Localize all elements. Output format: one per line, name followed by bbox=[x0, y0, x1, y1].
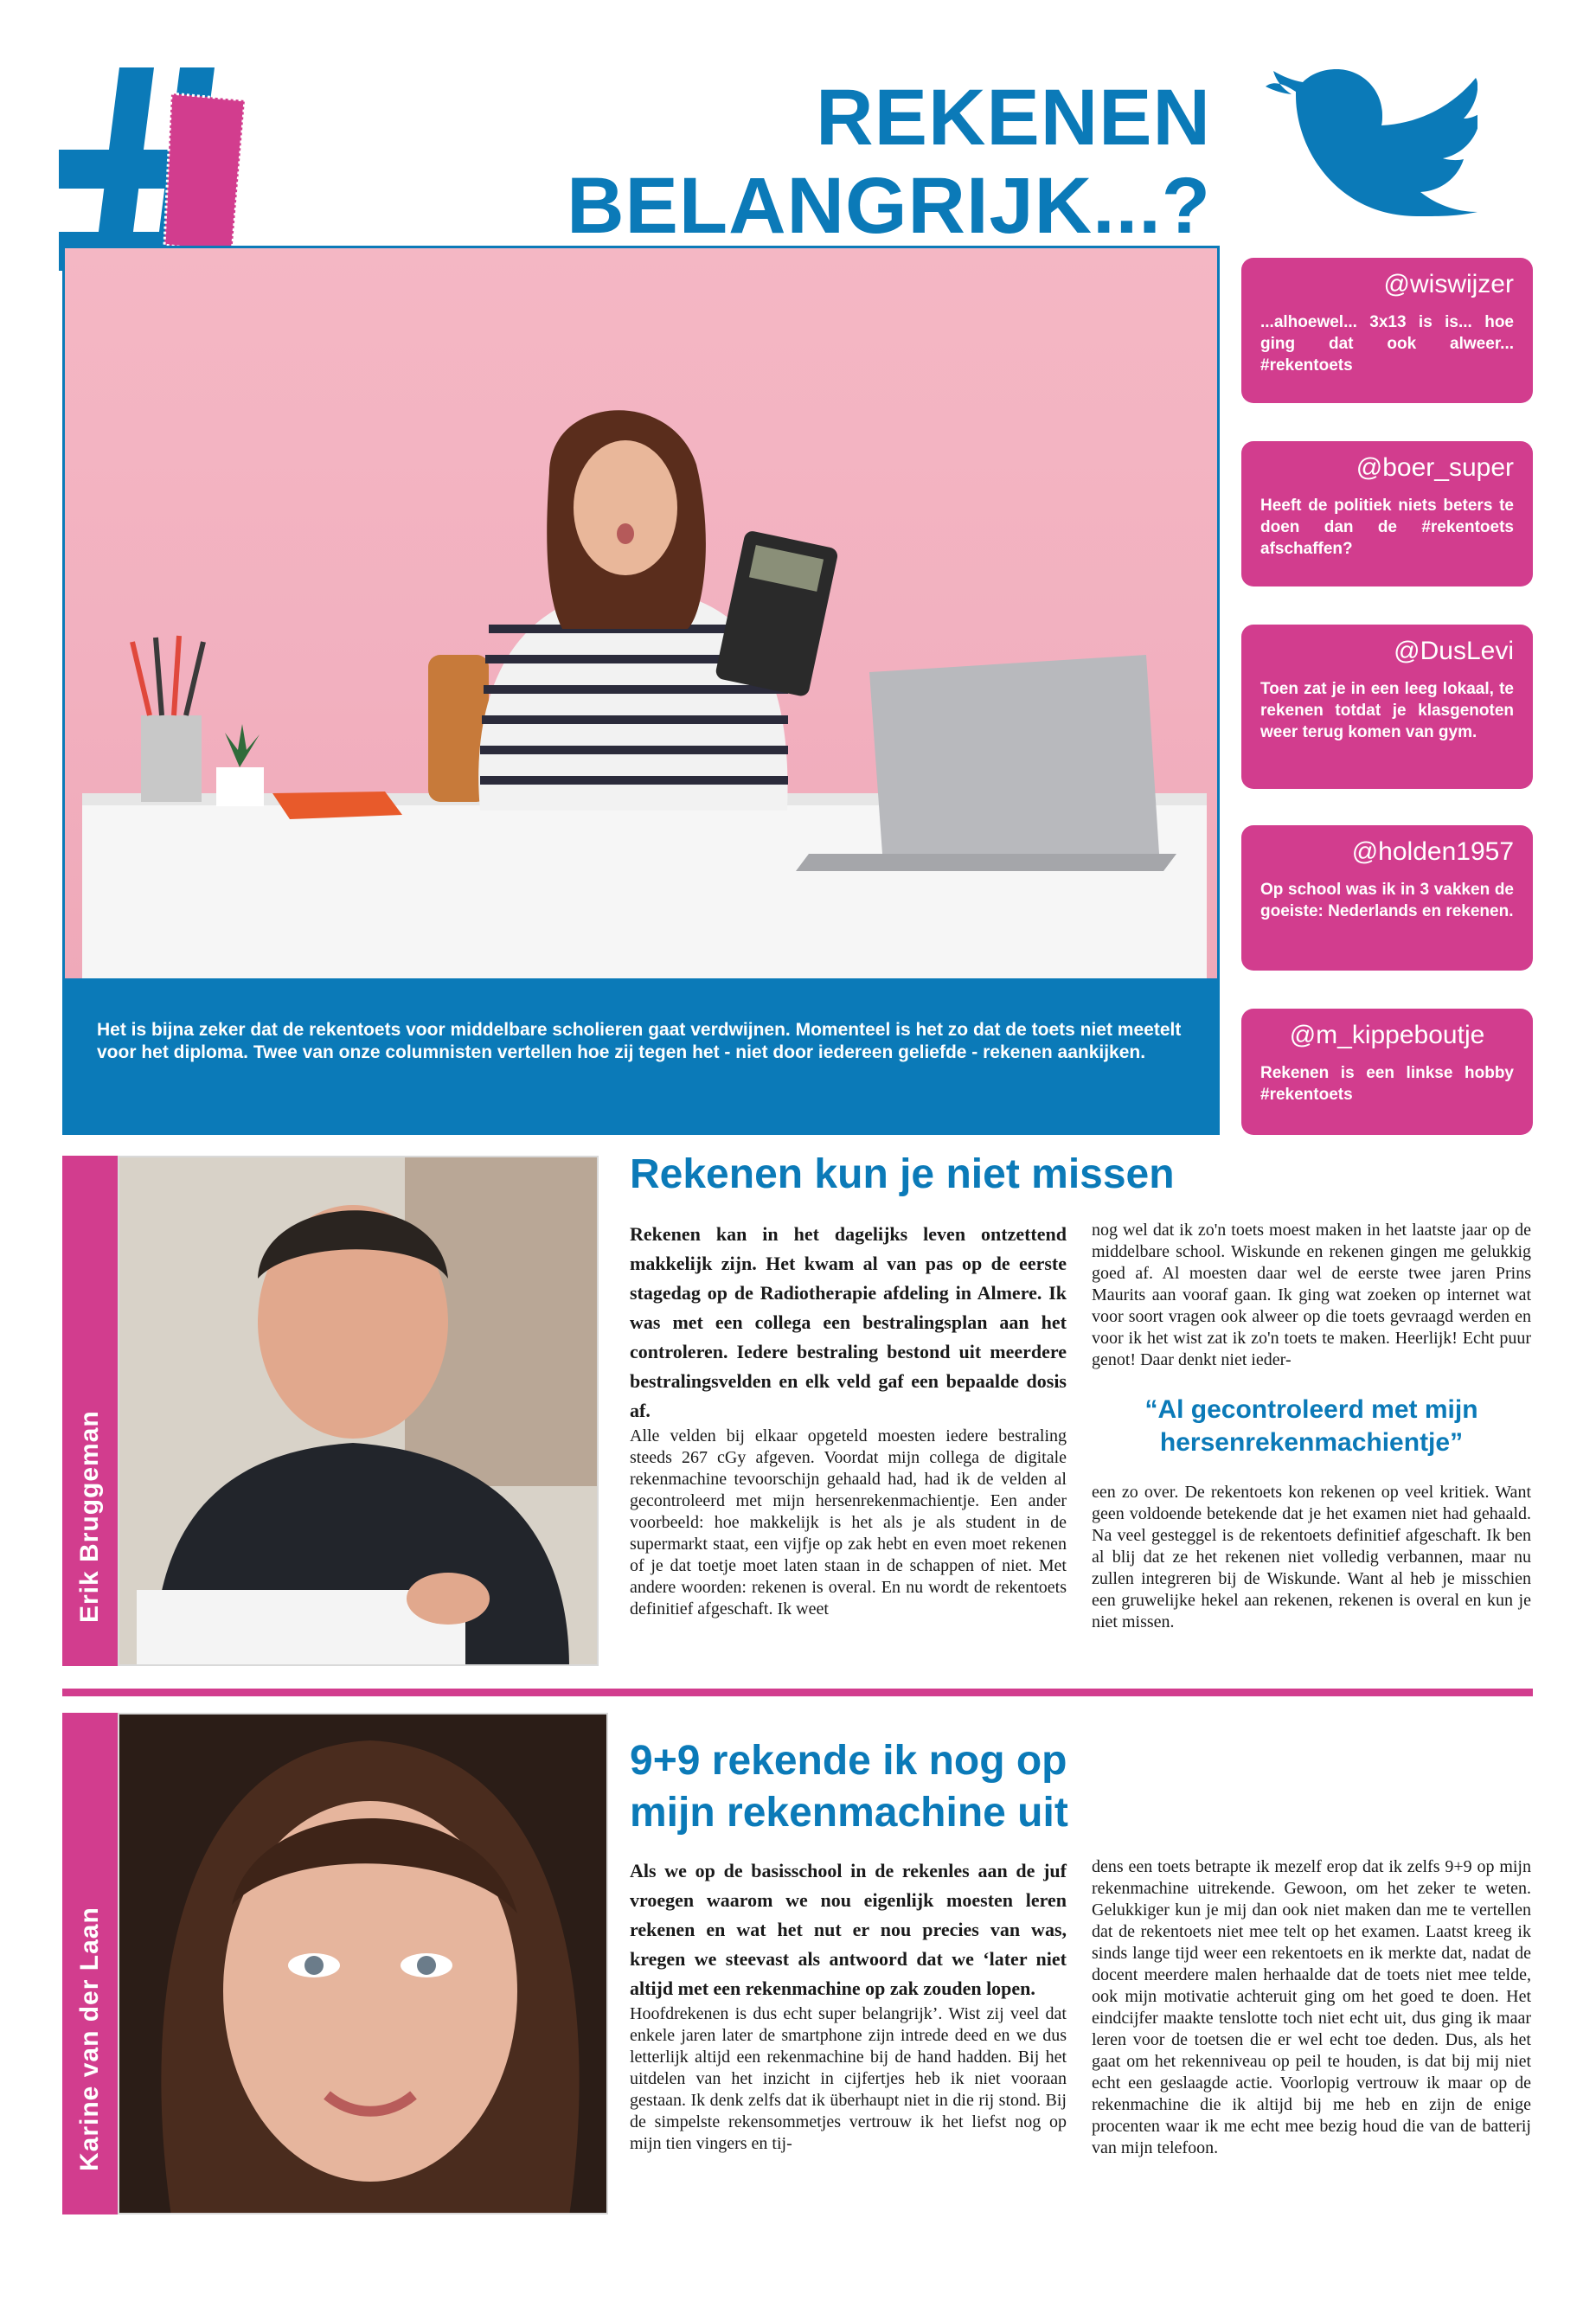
author-photo-erik bbox=[118, 1156, 599, 1666]
tweet-card bbox=[1241, 625, 1533, 789]
tweet-handle[interactable]: @holden1957 bbox=[1351, 837, 1514, 866]
article-column-right bbox=[1092, 1856, 1531, 2159]
headline-line1: 9+9 rekende ik nog op bbox=[630, 1738, 1067, 1784]
hero-photo bbox=[62, 246, 1220, 981]
page-title-line1: REKENEN bbox=[816, 74, 1211, 162]
author-bar bbox=[62, 1156, 118, 1666]
page-title-line2: BELANGRIJK...? bbox=[567, 163, 1211, 246]
tweet-text: Rekenen is een linkse hobby #rekentoets bbox=[1260, 1064, 1514, 1104]
article-body: dens een toets betrapte ik mezelf erop dat ik zelfs 9+9 op mijn rekenmachine uitrekende. Gewoon, om het zeker te weten. Gelukkiger kun je mij dan ook niet maken dan me te vertellen dat de rekentoets niet mee telt op het examen. Laatst kreeg ik sinds lange tijd weer een rekentoets en ik merkte dat, nadat de docent meerdere malen herhaalde dat de toets niet mee telde, ook mijn motivatie achteruit ging om het goed te doen. Het eindcijfer maakte tenslotte toch niet echt uit, dus ging ik maar leren voor de toetsen die er wel echt toe deden. Dus, als het gaat om het rekenniveau op peil te houden, is dat bij mij niet echt een geslaagde actie. Voorlopig vertrouw ik maar op de rekenmachine die ik altijd bij me heb en zijn de enige procenten waar ik me echt mee bezig houd die van de batterij van mijn telefoon. bbox=[1092, 1857, 1531, 2157]
article-headline: Rekenen kun je niet missen bbox=[630, 1151, 1175, 1197]
article-lead: Rekenen kan in het dagelijks leven ontzettend makkelijk zijn. Het kwam al van pas op de eerste stagedag op de Radiotherapie afdeling in Almere. Ik was met een collega een bestralingsplan aan het controleren. Iedere bestraling bestond uit meerdere bestralingsvelden en elk veld gaf een bepaalde dosis af. bbox=[630, 1223, 1067, 1421]
author-photo-karine bbox=[118, 1713, 608, 2214]
hero-caption: Het is bijna zeker dat de rekentoets voor middelbare scholieren gaat verdwijnen. Momenteel is het zo dat de toets niet meetelt voor het diploma. Twee van onze columnisten vertellen hoe zij tegen het - niet door iedereen geliefde - rekenen aankijken. bbox=[62, 981, 1220, 1135]
tweet-text: Heeft de politiek niets beters te doen dan de #rekentoets afschaffen? bbox=[1260, 497, 1514, 558]
tweet-text: Op school was ik in 3 vakken de goeiste: Nederlands en rekenen. bbox=[1260, 881, 1514, 920]
tweet-card bbox=[1241, 1009, 1533, 1135]
section-divider bbox=[62, 1689, 1533, 1696]
tweet-handle[interactable]: @DusLevi bbox=[1394, 637, 1514, 665]
tweet-card bbox=[1241, 825, 1533, 971]
tweet-handle[interactable]: @boer_super bbox=[1356, 453, 1514, 482]
tweet-handle[interactable]: @wiswijzer bbox=[1383, 270, 1514, 298]
woman-with-calculator-illustration bbox=[65, 248, 1220, 981]
article-body: nog wel dat ik zo'n toets moest maken in het laatste jaar op de middelbare school. Wiskunde en rekenen gingen me gelukkig goed af. Al moesten daar wel de eerste twee jaren Prins Maurits aan vooraf gaan. Ik ging wat zoeken op internet wat voor soort vragen ook alweer op die toets gevraagd werden en voor ik het wist zat ik zo'n toets te maken. Heerlijk! Echt puur genot! Daar denkt niet ieder- bbox=[1092, 1221, 1531, 1369]
tweet-text: Toen zat je in een leeg lokaal, te rekenen totdat je klasgenoten weer terug komen van gym. bbox=[1260, 680, 1514, 741]
article-body: Hoofdrekenen is dus echt super belangrijk’. Wist zij veel dat enkele jaren later de smartphone zijn intrede deed en we dus letterlijk altijd een rekenmachine bij de hand hadden. Bij het uitdelen van het inzicht in cijfertjes heb ik niet vooraan gestaan. Ik denk zelfs dat ik überhaupt niet in die rij stond. Bij de simpelste rekensommetjes vertrouw ik het liefst nog op mijn tien vingers en tij- bbox=[630, 2004, 1067, 2153]
article-column-left bbox=[630, 1856, 1067, 2155]
article-headline bbox=[630, 1735, 1495, 1839]
tweet-text: ...alhoewel... 3x13 is is... hoe ging dat ook alweer... #rekentoets bbox=[1260, 313, 1514, 375]
article-column-left bbox=[630, 1220, 1067, 1620]
author-bar bbox=[62, 1713, 118, 2214]
article-lead: Als we op de basisschool in de rekenles aan de juf vroegen waarom we nou eigenlijk moesten leren rekenen en wat het nut er nou precies van was, kregen we steevast als antwoord dat we ‘later niet altijd met een rekenmachine op zak zouden lopen. bbox=[630, 1860, 1067, 1999]
author-name: Karine van der Laan bbox=[75, 1907, 104, 2171]
tweet-card bbox=[1241, 441, 1533, 586]
tweet-handle[interactable]: @m_kippeboutje bbox=[1289, 1021, 1485, 1049]
tweet-card bbox=[1241, 258, 1533, 403]
headline-line2: mijn rekenmachine uit bbox=[630, 1790, 1068, 1836]
pull-quote: “Al gecontroleerd met mijn hersenrekenmachientje” bbox=[1144, 1395, 1478, 1457]
article-body: Alle velden bij elkaar opgeteld moesten iedere bestraling steeds 267 cGy afgeven. Voordat mijn collega de digitale rekenmachine tevoorschijn gehaald had, had ik de velden al gecontroleerd met mijn hersenrekenmachientje. Een ander voorbeeld: hoe makkelijk is het als je als student in de supermarkt staat, een vijfje op zak hebt en even moet rekenen of je dat toetje moet laten staan in de schappen of niet. Met andere woorden: rekenen is overal. En nu wordt de rekentoets definitief afgeschaft. Ik weet bbox=[630, 1426, 1067, 1618]
article-body: een zo over. De rekentoets kon rekenen op veel kritiek. Want geen voldoende betekende dat je het examen niet had gehaald. Na veel gesteggel is de rekentoets definitief afgeschaft. Ik ben al blij dat ze het rekenen niet volledig verbannen, maar nu zullen integreren bij de Wiskunde. Want al heb je misschien een gruwelijke hekel aan rekenen, rekenen is overal en kun je niet missen. bbox=[1092, 1483, 1531, 1631]
article-column-right bbox=[1092, 1220, 1531, 1633]
author-name: Erik Bruggeman bbox=[75, 1410, 104, 1623]
twitter-bird-icon bbox=[1261, 69, 1477, 216]
